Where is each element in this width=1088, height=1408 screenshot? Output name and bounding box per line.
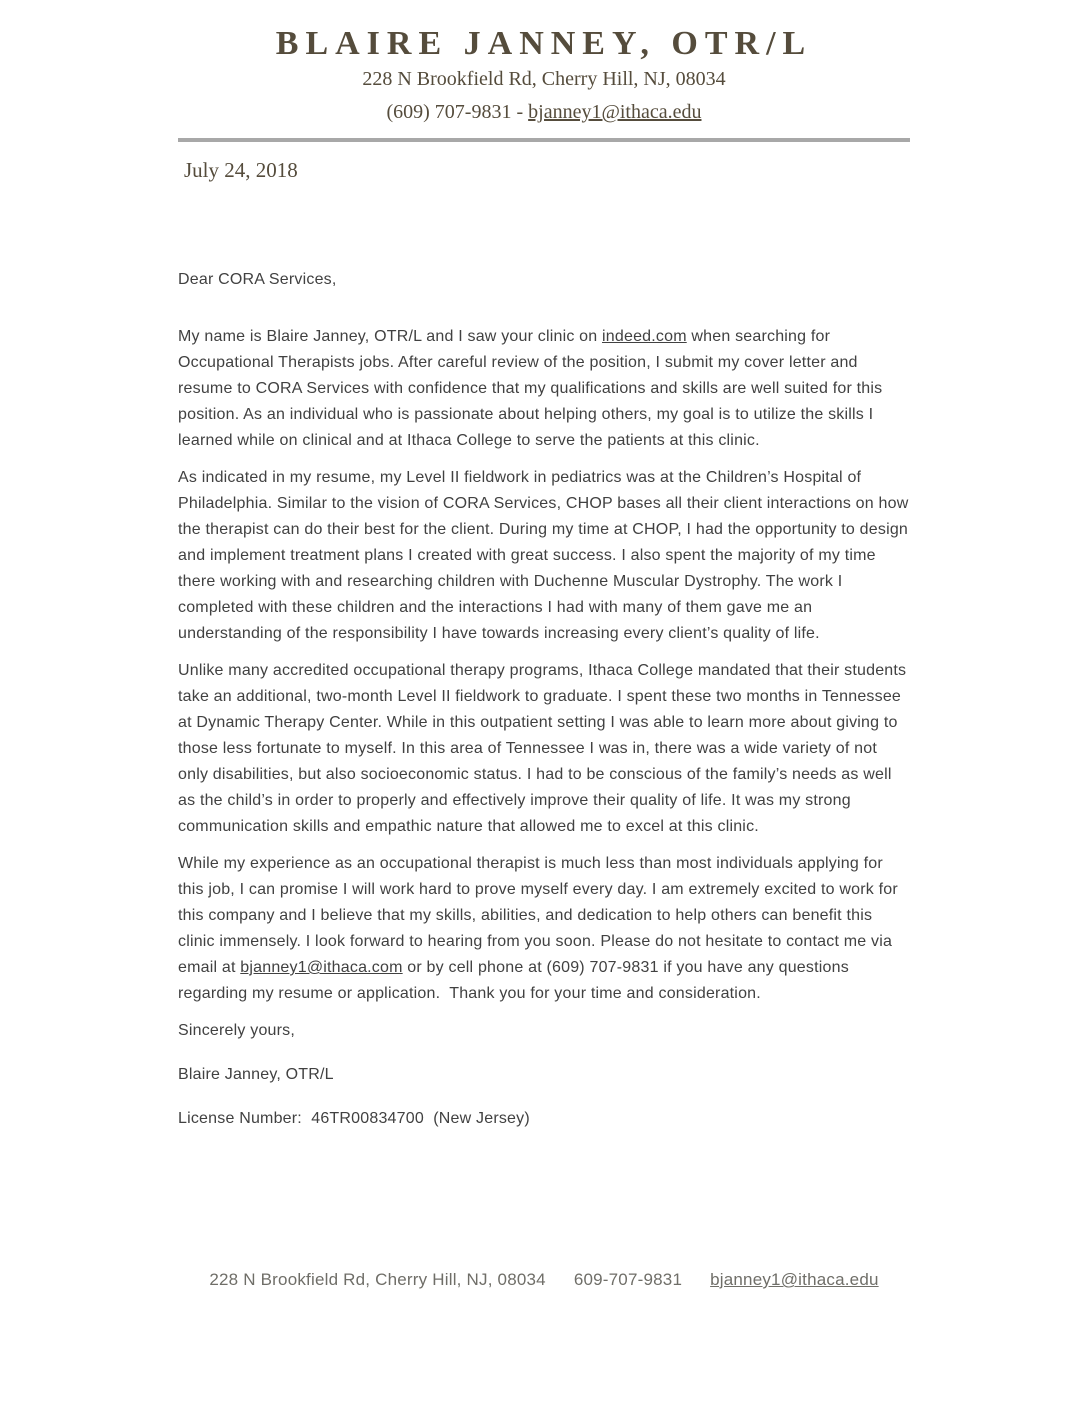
letterhead-phone: (609) 707-9831 [386, 101, 512, 123]
email-link[interactable]: bjanney1@ithaca.com [240, 959, 403, 976]
signature-name: Blaire Janney, OTR/L [178, 1066, 334, 1083]
closing: Sincerely yours, [178, 1022, 296, 1039]
letterhead [178, 24, 910, 125]
header-divider [178, 138, 910, 142]
body-paragraph-1 [178, 324, 910, 454]
paragraph-1-text-pre: My name is Blaire Janney, OTR/L and I saw your clinic on [178, 328, 603, 345]
body-paragraph-2: As indicated in my resume, my Level II fieldwork in pediatrics was at the Children’s Hospital of Philadelphia. Similar to the vision of CORA Services, CHOP bases all their client interactions on how the therapist can do their best for the client. During my time at CHOP, I had the opportunity to design and implement treatment plans I created with great success. I also spent the majority of my time there working with and researching children with Duchenne Muscular Dystrophy. The work I completed with these children and the interactions I had with many of them gave me an understanding of the responsibility I have towards increasing every client’s quality of life. [178, 469, 914, 642]
footer-email-link[interactable]: bjanney1@ithaca.edu [710, 1270, 879, 1289]
paragraph-1-text-post: when searching for Occupational Therapists jobs. After careful review of the position, I submit my cover letter and resume to CORA Services with confidence that my qualifications and skills are well suited for this position. As an individual who is passionate about helping others, my goal is to utilize the skills I learned while on clinical and at Ithaca College to serve the patients at this clinic. [178, 328, 887, 449]
paragraph-4-text-post: or by cell phone at (609) 707-9831 if you have any questions regarding my resume or application. Thank you for your time and consideration. [178, 959, 854, 1002]
indeed-link[interactable]: indeed.com [602, 328, 687, 345]
license-number: License Number: 46TR00834700 (New Jersey) [178, 1110, 530, 1127]
footer-phone: 609-707-9831 [573, 1270, 683, 1289]
letterhead-email-link[interactable]: bjanney1@ithaca.edu [528, 101, 702, 123]
letterhead-contact [178, 99, 910, 125]
letterhead-address: 228 N Brookfield Rd, Cherry Hill, NJ, 08034 [362, 68, 726, 90]
footer-address: 228 N Brookfield Rd, Cherry Hill, NJ, 08034 [209, 1270, 546, 1289]
body-paragraph-4 [178, 851, 910, 1007]
salutation: Dear CORA Services, [178, 271, 337, 288]
page-footer [0, 1270, 1088, 1290]
letterhead-separator: - [511, 101, 529, 123]
body-paragraph-3: Unlike many accredited occupational therapy programs, Ithaca College mandated that their students take an additional, two-month Level II fieldwork to graduate. I spent these two months in Tennessee at Dynamic Therapy Center. While in this outpatient setting I was able to learn more about giving to those less fortunate to myself. In this area of Tennessee I was in, there was a wide variety of not only disabilities, but also socioeconomic status. I had to be conscious of the family’s needs as well as the child’s in order to properly and effectively improve their quality of life. It was my strong communication skills and empathic nature that allowed me to excel at this clinic. [178, 662, 911, 835]
letterhead-name: BLAIRE JANNEY, OTR/L [275, 25, 813, 62]
letter-body [178, 267, 914, 1132]
paragraph-4-text-pre: While my experience as an occupational therapist is much less than most individuals applying for this job, I can promise I will work hard to prove myself every day. I am extremely excited to work for this company and I believe that my skills, abilities, and dedication to help others can benefit this clinic immensely. I look forward to hearing from you soon. Please do not hesitate to contact me via email at [178, 855, 903, 976]
letter-date: July 24, 2018 [184, 158, 298, 182]
